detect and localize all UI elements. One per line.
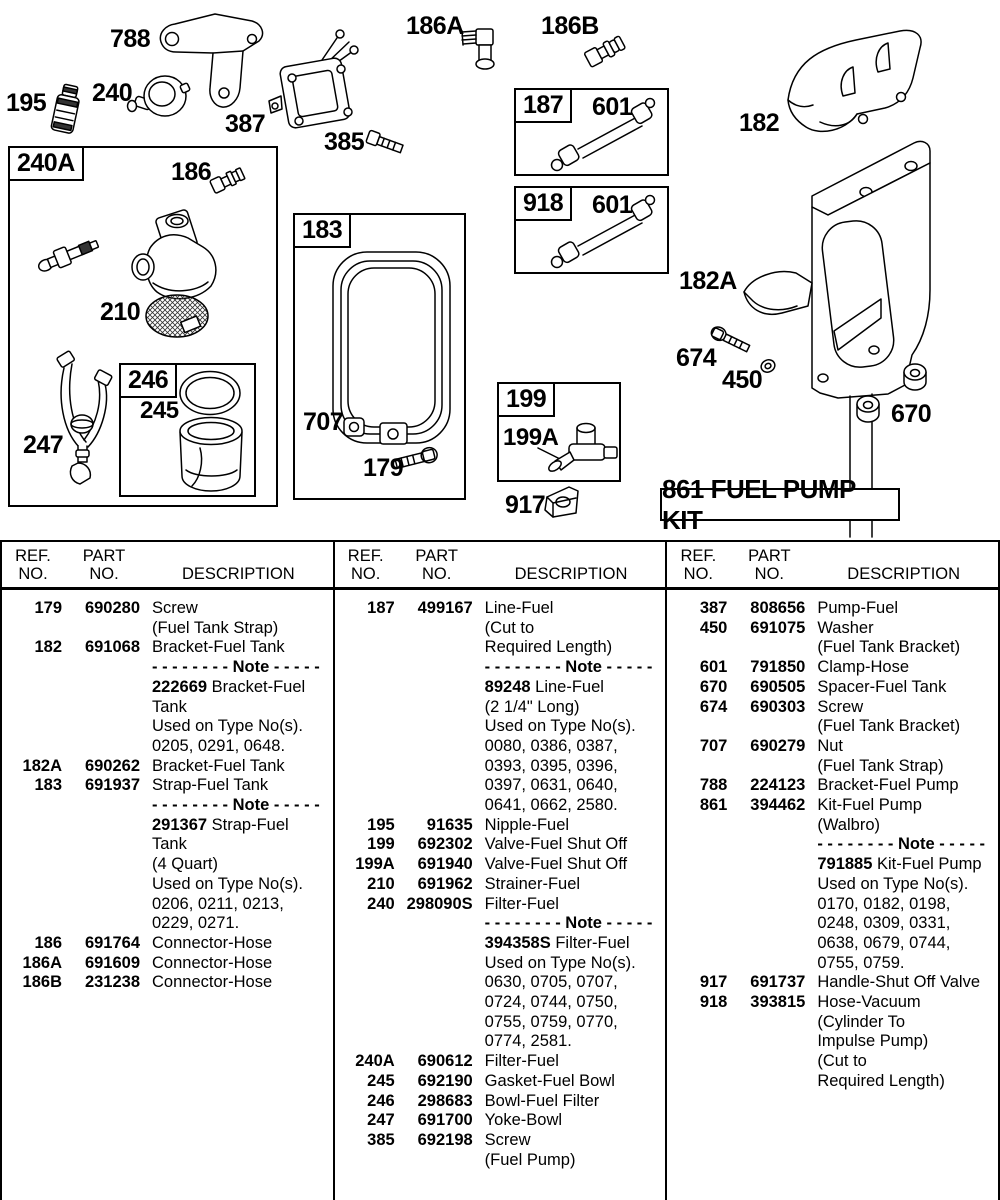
description: Filter-Fuel - - - - - - - - Note - - - - - 394358S Filter-Fuel Used on Type No(s). 0630, 0705, 0707, 0724, 0744, 0750, 0755, 0759, 0770, 0774, 2581. [484, 894, 653, 1051]
table-row [335, 816, 666, 836]
table-row [2, 757, 333, 777]
header-cell: PART NO. [748, 547, 791, 583]
group-box-187-label: 187 [514, 88, 572, 123]
table-column [2, 542, 335, 1200]
part-387-pump-fuel [269, 30, 358, 129]
part-no: 224123 [750, 776, 806, 795]
group-box-246 [119, 363, 256, 497]
table-row [335, 1131, 666, 1170]
ref-no: 601 [699, 658, 728, 677]
part-no: 690505 [750, 677, 806, 696]
ref-no: 674 [699, 697, 728, 716]
group-box-183-label: 183 [293, 213, 351, 248]
description: Line-Fuel (Cut to Required Length) - - - - - - - - Note - - - - - 89248 Line-Fuel (2 1/4" Long) Used on Type No(s). 0080, 0386, 0387, 0393, 0395, 0396, 0397, 0631, 0640, 0641, 0662, 2580. [484, 599, 653, 815]
part-no: 499167 [417, 599, 473, 617]
description: Hose-Vacuum (Cylinder To Impulse Pump) (Cut to Required Length) [817, 993, 945, 1090]
ref-no: 186 [34, 933, 62, 952]
table-row [2, 954, 333, 974]
part-182-bracket-fuel-tank [788, 30, 921, 131]
callout-387: 387 [225, 110, 266, 138]
description: Nipple-Fuel [484, 815, 570, 834]
part-no: 691962 [417, 874, 473, 893]
table-header [2, 542, 333, 590]
table-row [667, 993, 998, 1092]
part-917-handle-shut-off-valve [545, 487, 578, 517]
table-body [335, 590, 666, 1170]
description: Connector-Hose [152, 933, 273, 952]
table-body [2, 590, 333, 993]
table-row [335, 875, 666, 895]
callout-182: 182 [739, 109, 780, 137]
description: Gasket-Fuel Bowl [484, 1071, 615, 1090]
callout-240: 240 [92, 79, 133, 107]
callout-195: 195 [6, 89, 47, 117]
table-row [667, 658, 998, 678]
part-no: 394462 [750, 796, 806, 815]
part-no: 690262 [84, 756, 140, 775]
table-row [667, 599, 998, 619]
part-no: 691068 [84, 638, 140, 657]
table-column [667, 542, 998, 1200]
description: Bracket-Fuel Tank - - - - - - - - Note - - - - - 222669 Bracket-Fuel Tank Used on Type No(s). 0205, 0291, 0648. [152, 638, 320, 755]
description: Filter-Fuel [484, 1052, 559, 1071]
ref-no: 707 [699, 736, 728, 755]
label-601-b: 601 [592, 191, 633, 219]
callout-707: 707 [303, 408, 344, 436]
group-box-199-label: 199 [497, 382, 555, 417]
ref-no: 385 [367, 1130, 395, 1149]
ref-no: 247 [367, 1111, 395, 1130]
description: Valve-Fuel Shut Off [484, 855, 628, 874]
description: Bracket-Fuel Tank [152, 756, 285, 775]
callout-247: 247 [23, 431, 64, 459]
description: Kit-Fuel Pump (Walbro) - - - - - - - - Note - - - - - 791885 Kit-Fuel Pump Used on Type No(s). 0170, 0182, 0198, 0248, 0309, 0331, 0638, 0679, 0744, 0755, 0759. [817, 796, 986, 972]
description: Spacer-Fuel Tank [817, 677, 947, 696]
part-no: 692190 [417, 1071, 473, 1090]
group-box-246-label: 246 [119, 363, 177, 398]
ref-no: 183 [34, 776, 62, 795]
description: Bracket-Fuel Pump [817, 776, 959, 795]
ref-no: 186A [22, 953, 62, 972]
ref-no: 861 [699, 796, 728, 815]
ref-no: 199 [367, 835, 395, 854]
part-no: 691700 [417, 1111, 473, 1130]
part-182a-bracket-flap [744, 272, 812, 315]
table-row [2, 973, 333, 993]
description: Washer (Fuel Tank Bracket) [817, 618, 961, 657]
table-row [2, 934, 333, 954]
callout-917: 917 [505, 491, 546, 519]
group-box-187 [514, 88, 669, 176]
ref-no: 240 [367, 894, 395, 913]
part-no: 231238 [84, 973, 140, 992]
table-row [335, 599, 666, 816]
header-cell: PART NO. [415, 547, 458, 583]
callout-674: 674 [676, 344, 717, 372]
header-cell: REF. NO. [680, 547, 717, 583]
callout-199a: 199A [503, 424, 559, 451]
part-no: 808656 [750, 599, 806, 617]
part-no: 692198 [417, 1130, 473, 1149]
part-no: 691075 [750, 618, 806, 637]
parts-table [0, 540, 1000, 1200]
table-header [667, 542, 998, 590]
ref-no: 240A [355, 1052, 395, 1071]
description: Valve-Fuel Shut Off [484, 835, 628, 854]
header-cell: DESCRIPTION [514, 565, 628, 583]
callout-385: 385 [324, 128, 365, 156]
part-no: 691940 [417, 855, 473, 874]
part-no: 690612 [417, 1052, 473, 1071]
description: Connector-Hose [152, 953, 273, 972]
part-no: 690280 [84, 599, 140, 617]
part-186a-connector-hose [462, 29, 494, 69]
part-no: 91635 [426, 815, 473, 834]
table-row [2, 638, 333, 756]
header-cell: REF. NO. [15, 547, 51, 583]
table-row [335, 855, 666, 875]
callout-186b: 186B [541, 12, 599, 40]
group-box-240a-label: 240A [8, 146, 84, 181]
table-row [335, 895, 666, 1053]
description: Nut (Fuel Tank Strap) [817, 736, 944, 775]
table-row [667, 678, 998, 698]
header-cell: DESCRIPTION [847, 565, 961, 583]
table-header [335, 542, 666, 590]
table-row [667, 973, 998, 993]
part-no: 298090S [406, 894, 473, 913]
description: Strainer-Fuel [484, 874, 581, 893]
table-column [335, 542, 668, 1200]
description: Screw (Fuel Tank Strap) [152, 599, 279, 637]
part-no: 393815 [750, 993, 806, 1012]
ref-no: 670 [699, 677, 728, 696]
part-no: 691737 [750, 973, 806, 992]
ref-no: 450 [699, 618, 728, 637]
ref-no: 210 [367, 874, 395, 893]
part-no: 690279 [750, 736, 806, 755]
callout-245: 245 [140, 397, 179, 424]
ref-no: 182 [34, 638, 62, 657]
part-385-screw [366, 130, 404, 155]
table-row [2, 776, 333, 934]
table-row [335, 1111, 666, 1131]
ref-no: 195 [367, 815, 395, 834]
ref-no: 187 [367, 599, 395, 617]
table-row [667, 796, 998, 973]
callout-186a: 186A [406, 12, 464, 40]
ref-no: 186B [22, 973, 62, 992]
description: Yoke-Bowl [484, 1111, 563, 1130]
header-cell: PART NO. [82, 547, 126, 583]
callout-788: 788 [110, 25, 151, 53]
label-601-a: 601 [592, 93, 633, 121]
part-no: 691609 [84, 953, 140, 972]
part-no: 691764 [84, 933, 140, 952]
table-row [335, 835, 666, 855]
table-body [667, 590, 998, 1092]
callout-182a: 182A [679, 267, 737, 295]
table-row [335, 1052, 666, 1072]
ref-no: 199A [355, 855, 395, 874]
callout-670: 670 [891, 400, 932, 428]
callout-210: 210 [100, 298, 141, 326]
table-row [667, 776, 998, 796]
table-row [667, 619, 998, 658]
ref-no: 182A [22, 756, 62, 775]
header-cell: REF. NO. [347, 547, 384, 583]
table-row [335, 1092, 666, 1112]
description: Connector-Hose [152, 973, 273, 992]
part-no: 692302 [417, 835, 473, 854]
description: Pump-Fuel [817, 599, 899, 617]
callout-179: 179 [363, 454, 404, 482]
callout-186: 186 [171, 158, 212, 186]
ref-no: 179 [34, 599, 62, 617]
fuel-pump-kit-title: 861 FUEL PUMP KIT [660, 488, 900, 521]
table-row [335, 1072, 666, 1092]
group-box-918-label: 918 [514, 186, 572, 221]
table-row [667, 698, 998, 737]
table-row [667, 737, 998, 776]
table-row [2, 599, 333, 638]
part-no: 691937 [84, 776, 140, 795]
description: Screw (Fuel Pump) [484, 1130, 576, 1169]
ref-no: 917 [699, 973, 728, 992]
part-no: 791850 [750, 658, 806, 677]
part-195-nipple-fuel [51, 83, 82, 134]
part-no: 298683 [417, 1091, 473, 1110]
part-no: 690303 [750, 697, 806, 716]
description: Bowl-Fuel Filter [484, 1091, 600, 1110]
description: Screw (Fuel Tank Bracket) [817, 697, 961, 736]
description: Strap-Fuel Tank - - - - - - - - Note - - - - - 291367 Strap-Fuel Tank (4 Quart) Used on Type No(s). 0206, 0211, 0213, 0229, 0271. [152, 776, 320, 933]
header-cell: DESCRIPTION [181, 565, 295, 583]
description: Handle-Shut Off Valve [817, 973, 980, 992]
ref-no: 918 [699, 993, 728, 1012]
group-box-918 [514, 186, 669, 274]
ref-no: 245 [367, 1071, 395, 1090]
ref-no: 246 [367, 1091, 395, 1110]
ref-no: 788 [699, 776, 728, 795]
callout-450: 450 [722, 366, 763, 394]
part-240-filter-fuel [128, 76, 191, 116]
description: Clamp-Hose [817, 658, 910, 677]
ref-no: 387 [699, 599, 728, 617]
